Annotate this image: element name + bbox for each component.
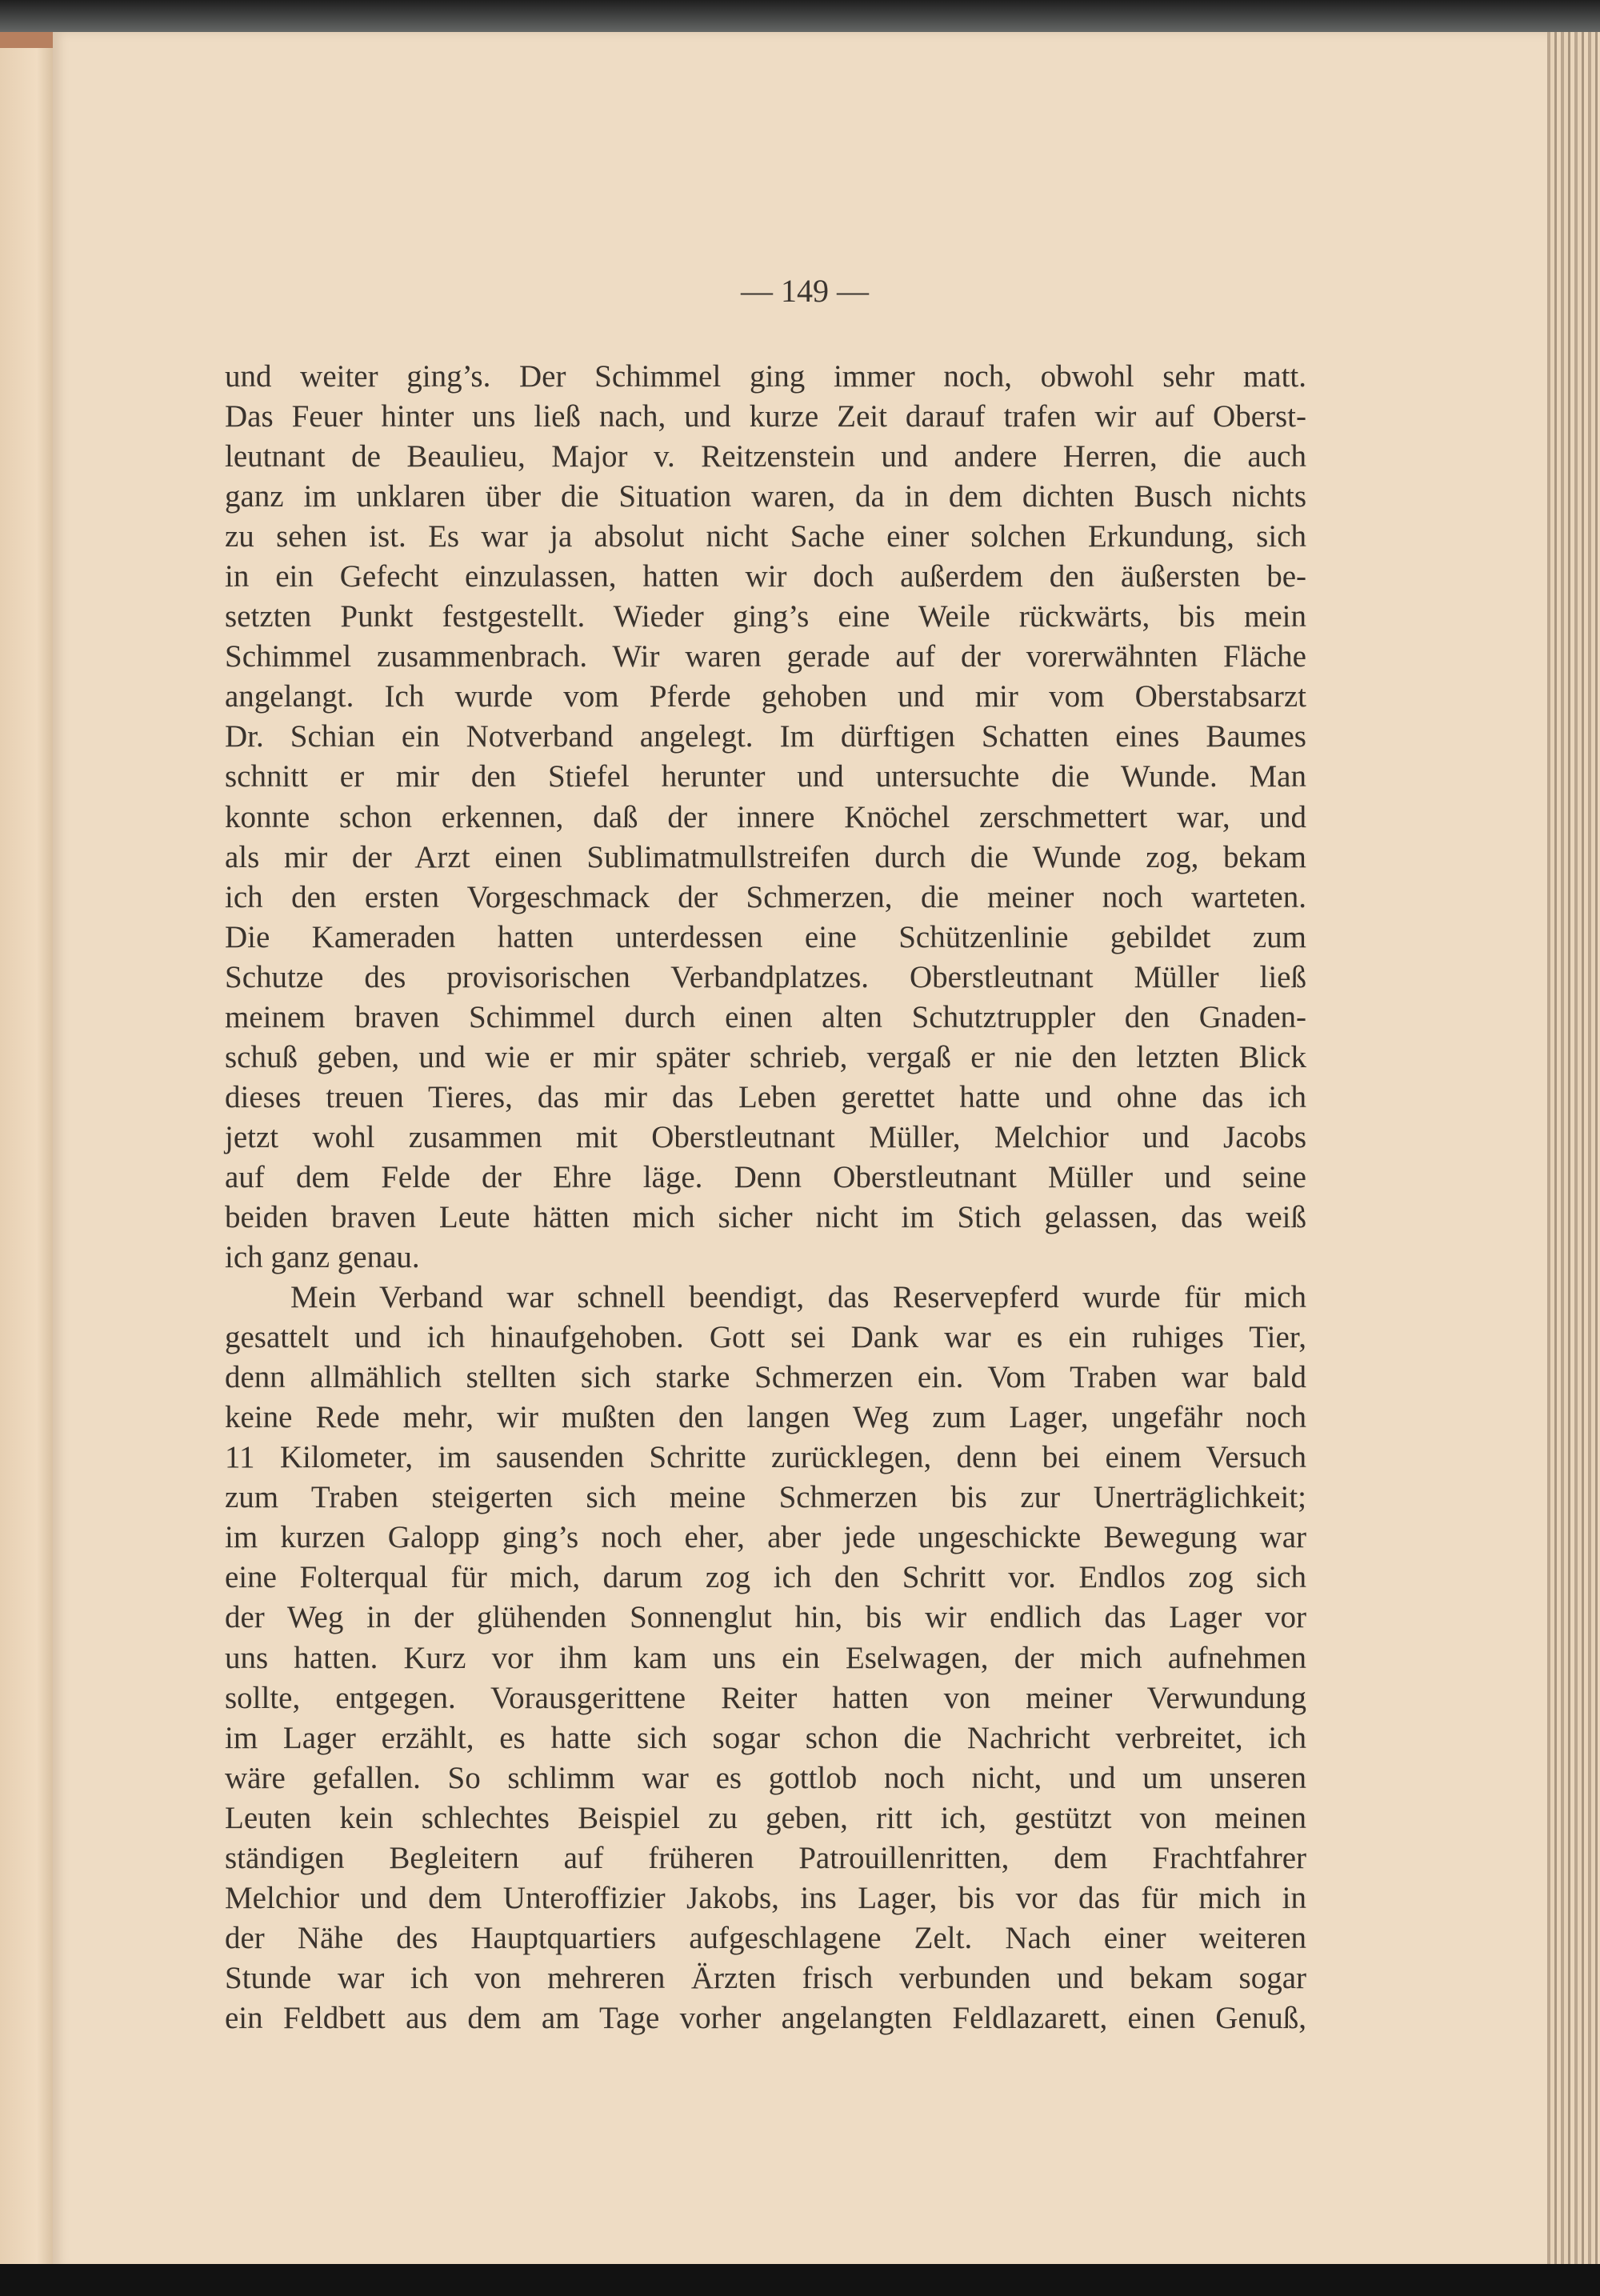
text-line: Mein Verband war schnell beendigt, das Reservepferd wurde für mich: [290, 1280, 1306, 1315]
text-line: der Weg in der glühenden Sonnenglut hin, bis wir endlich das Lager vor: [225, 1600, 1306, 1635]
text-line: ständigen Begleitern auf früheren Patrouillenritten, dem Frachtfahrer: [225, 1840, 1306, 1875]
page-number: — 149 —: [741, 273, 869, 309]
text-line: jetzt wohl zusammen mit Oberstleutnant Müller, Melchior und Jacobs: [225, 1119, 1306, 1154]
book-cover-bottom: [0, 2264, 1600, 2296]
text-line: Das Feuer hinter uns ließ nach, und kurze Zeit darauf trafen wir auf Oberst-: [225, 399, 1306, 434]
text-line: Leuten kein schlechtes Beispiel zu geben, ritt ich, gestützt von meinen: [225, 1800, 1306, 1835]
page-edges: [1547, 32, 1600, 2270]
text-line: Stunde war ich von mehreren Ärzten frisch verbunden und bekam sogar: [225, 1960, 1306, 1995]
text-line: als mir der Arzt einen Sublimatmullstreifen durch die Wunde zog, bekam: [225, 839, 1306, 874]
text-line: Dr. Schian ein Notverband angelegt. Im dürftigen Schatten eines Baumes: [225, 719, 1306, 754]
text-line: gesattelt und ich hinaufgehoben. Gott sei Dank war es ein ruhiges Tier,: [225, 1320, 1306, 1355]
text-line: Schutze des provisorischen Verbandplatzes. Oberstleutnant Müller ließ: [225, 959, 1306, 994]
body-text: [225, 357, 1306, 2038]
text-line: schnitt er mir den Stiefel herunter und untersuchte die Wunde. Man: [225, 759, 1306, 794]
text-line: eine Folterqual für mich, darum zog ich den Schritt vor. Endlos zog sich: [225, 1560, 1306, 1595]
text-line: Die Kameraden hatten unterdessen eine Schützenlinie gebildet zum: [225, 919, 1306, 954]
text-line: Melchior und dem Unteroffizier Jakobs, ins Lager, bis vor das für mich in: [225, 1880, 1306, 1915]
text-line: keine Rede mehr, wir mußten den langen Weg zum Lager, ungefähr noch: [225, 1400, 1306, 1435]
text-line: im Lager erzählt, es hatte sich sogar schon die Nachricht verbreitet, ich: [225, 1720, 1306, 1755]
text-line: der Nähe des Hauptquartiers aufgeschlagene Zelt. Nach einer weiteren: [225, 1920, 1306, 1955]
text-line: zu sehen ist. Es war ja absolut nicht Sache einer solchen Erkundung, sich: [225, 519, 1306, 554]
text-line: 11 Kilometer, im sausenden Schritte zurücklegen, denn bei einem Versuch: [225, 1440, 1306, 1475]
text-line: beiden braven Leute hätten mich sicher nicht im Stich gelassen, das weiß: [225, 1199, 1306, 1234]
text-line: dieses treuen Tieres, das mir das Leben gerettet hatte und ohne das ich: [225, 1079, 1306, 1114]
text-line: denn allmählich stellten sich starke Schmerzen ein. Vom Traben war bald: [225, 1360, 1306, 1395]
text-line: uns hatten. Kurz vor ihm kam uns ein Eselwagen, der mich aufnehmen: [225, 1640, 1306, 1675]
text-line: im kurzen Galopp ging’s noch eher, aber jede ungeschickte Bewegung war: [225, 1520, 1306, 1555]
paragraph: [225, 357, 1306, 1278]
text-line: in ein Gefecht einzulassen, hatten wir doch außerdem den äußersten be-: [225, 559, 1306, 594]
text-line: wäre gefallen. So schlimm war es gottlob noch nicht, und um unseren: [225, 1760, 1306, 1795]
paragraph: [225, 1278, 1306, 2038]
text-line: sollte, entgegen. Vorausgerittene Reiter hatten von meiner Verwundung: [225, 1680, 1306, 1715]
text-line: meinem braven Schimmel durch einen alten Schutztruppler den Gnaden-: [225, 999, 1306, 1034]
text-line: schuß geben, und wie er mir später schrieb, vergaß er nie den letzten Blick: [225, 1039, 1306, 1074]
text-line: und weiter ging’s. Der Schimmel ging immer noch, obwohl sehr matt.: [225, 359, 1306, 394]
text-line: Schimmel zusammenbrach. Wir waren gerade auf der vorerwähnten Fläche: [225, 639, 1306, 674]
text-line: ein Feldbett aus dem am Tage vorher angelangten Feldlazarett, einen Genuß,: [225, 2000, 1306, 2035]
text-line: zum Traben steigerten sich meine Schmerzen bis zur Unerträglichkeit;: [225, 1480, 1306, 1515]
text-line: konnte schon erkennen, daß der innere Knöchel zerschmettert war, und: [225, 799, 1306, 834]
text-line: leutnant de Beaulieu, Major v. Reitzenstein und andere Herren, die auch: [225, 439, 1306, 474]
text-line: ich den ersten Vorgeschmack der Schmerzen, die meiner noch warteten.: [225, 879, 1306, 914]
text-line: ganz im unklaren über die Situation waren, da in dem dichten Busch nichts: [225, 479, 1306, 514]
left-page-gutter: [0, 48, 53, 2270]
text-line: auf dem Felde der Ehre läge. Denn Oberstleutnant Müller und seine: [225, 1159, 1306, 1194]
text-line: angelangt. Ich wurde vom Pferde gehoben und mir vom Oberstabsarzt: [225, 679, 1306, 714]
text-line: ich ganz genau.: [225, 1240, 420, 1275]
book-page: [53, 32, 1557, 2270]
text-line: setzten Punkt festgestellt. Wieder ging’s eine Weile rückwärts, bis mein: [225, 599, 1306, 634]
